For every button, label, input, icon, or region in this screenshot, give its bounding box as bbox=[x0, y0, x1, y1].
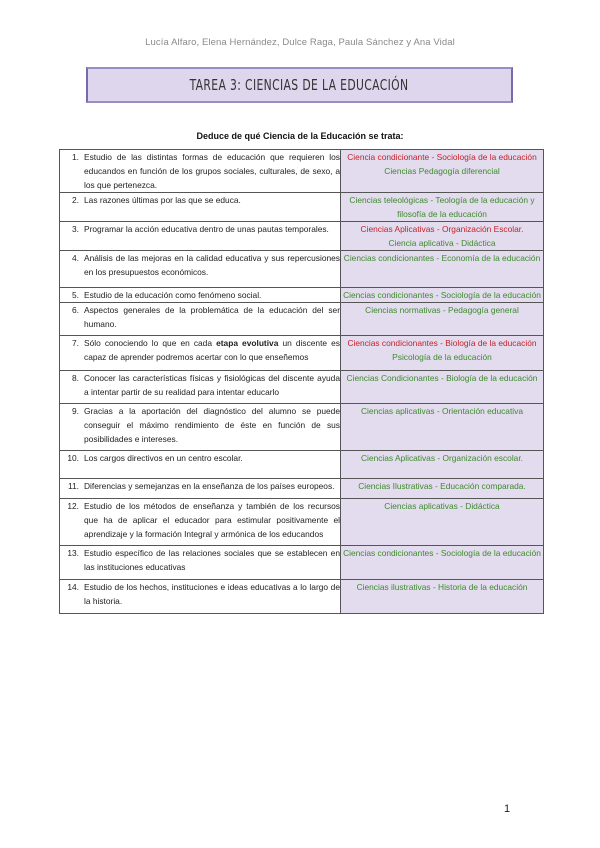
question-number: 12. bbox=[67, 501, 79, 511]
question-cell bbox=[60, 499, 341, 546]
table-row bbox=[60, 546, 544, 580]
table-row bbox=[60, 251, 544, 288]
question-cell bbox=[60, 546, 341, 580]
question-text: Los cargos directivos en un centro escolar. bbox=[84, 453, 243, 463]
authors-header: Lucía Alfaro, Elena Hernández, Dulce Raga, Paula Sánchez y Ana Vidal bbox=[145, 37, 455, 48]
table-row bbox=[60, 193, 544, 222]
question-cell bbox=[60, 371, 341, 404]
question-number: 11. bbox=[67, 481, 79, 491]
question-cell bbox=[60, 303, 341, 336]
question-cell bbox=[60, 451, 341, 479]
answer-text: Ciencias condicionantes - Sociología de la educación bbox=[343, 290, 541, 300]
question-number: 14. bbox=[67, 582, 79, 592]
table-row bbox=[60, 336, 544, 371]
answer-cell bbox=[341, 150, 544, 193]
question-number: 4. bbox=[72, 253, 79, 263]
question-text: Aspectos generales de la problemática de la educación del ser humano. bbox=[84, 305, 340, 329]
answer-cell bbox=[341, 404, 544, 451]
answer-text: Psicología de la educación bbox=[392, 352, 492, 362]
answer-text: Ciencias normativas - Pedagogía general bbox=[365, 305, 519, 315]
question-cell bbox=[60, 479, 341, 499]
answer-cell bbox=[341, 193, 544, 222]
answer-cell bbox=[341, 499, 544, 546]
question-text: Conocer las características físicas y fisiológicas del discente ayuda a intentar partir de su realidad para intentar educarlo bbox=[84, 373, 340, 397]
answer-cell bbox=[341, 451, 544, 479]
question-cell bbox=[60, 222, 341, 251]
table-row bbox=[60, 479, 544, 499]
question-text: Estudio de los hechos, instituciones e ideas educativas a lo largo de la historia. bbox=[84, 582, 340, 606]
answer-text: Ciencias Aplicativas - Organización escolar. bbox=[361, 453, 523, 463]
table-row bbox=[60, 451, 544, 479]
question-text: Las razones últimas por las que se educa. bbox=[84, 195, 241, 205]
question-cell bbox=[60, 251, 341, 288]
questions-table bbox=[59, 149, 544, 614]
answer-cell bbox=[341, 546, 544, 580]
answer-text: Ciencias teleológicas - Teología de la educación y filosofía de la educación bbox=[349, 195, 535, 219]
question-number: 9. bbox=[72, 406, 79, 416]
question-number: 7. bbox=[72, 338, 79, 348]
question-cell bbox=[60, 404, 341, 451]
question-text: Estudio específico de las relaciones sociales que se establecen en las instituciones educativas bbox=[84, 548, 340, 572]
answer-text: Ciencia aplicativa - Didáctica bbox=[388, 238, 496, 248]
title-banner bbox=[86, 67, 513, 103]
answer-text-red: Ciencias condicionantes - Biología de la educación bbox=[347, 338, 537, 348]
question-number: 10. bbox=[67, 453, 79, 463]
question-cell bbox=[60, 336, 341, 371]
question-cell bbox=[60, 580, 341, 614]
question-number: 6. bbox=[72, 305, 79, 315]
answer-cell bbox=[341, 371, 544, 404]
question-cell bbox=[60, 193, 341, 222]
answer-cell bbox=[341, 580, 544, 614]
question-number: 2. bbox=[72, 195, 79, 205]
table-row bbox=[60, 404, 544, 451]
page-number: 1 bbox=[504, 803, 511, 815]
answer-cell bbox=[341, 222, 544, 251]
answer-text: Ciencias condicionantes - Economía de la educación bbox=[343, 253, 541, 263]
answer-text: Ciencias condicionantes - Sociología de la educación bbox=[343, 548, 541, 558]
answer-text-red: Ciencias Aplicativas - Organización Escolar. bbox=[360, 224, 524, 234]
table-row bbox=[60, 150, 544, 193]
page-title: TAREA 3: CIENCIAS DE LA EDUCACIÓN bbox=[190, 76, 409, 94]
answer-cell bbox=[341, 336, 544, 371]
question-number: 3. bbox=[72, 224, 79, 234]
question-text: Análisis de las mejoras en la calidad educativa y sus repercusiones en los presupuestos económicos. bbox=[84, 253, 340, 277]
question-text: Estudio de las distintas formas de educación que requieren los educandos en función de los grupos sociales, culturales, de sexo, a los que pertenezca. bbox=[84, 152, 340, 190]
table-row bbox=[60, 288, 544, 303]
answer-text: Ciencias ilustrativas - Historia de la educación bbox=[356, 582, 528, 592]
answer-text: Ciencias aplicativas - Orientación educativa bbox=[361, 406, 523, 416]
question-text-part: un discente es capaz de aprender podremos acertar con lo que enseñemos bbox=[84, 338, 340, 362]
answer-text: Ciencias Ilustrativas - Educación comparada. bbox=[358, 481, 526, 491]
question-cell bbox=[60, 288, 341, 303]
question-text: Estudio de la educación como fenómeno social. bbox=[84, 290, 262, 300]
answer-cell bbox=[341, 479, 544, 499]
table-row bbox=[60, 222, 544, 251]
table-row bbox=[60, 371, 544, 404]
question-text bbox=[84, 336, 340, 364]
instructions: Deduce de qué Ciencia de la Educación se trata: bbox=[196, 131, 404, 141]
question-cell bbox=[60, 150, 341, 193]
question-number: 8. bbox=[72, 373, 79, 383]
table-row bbox=[60, 499, 544, 546]
answer-text-red: Ciencia condicionante - Sociología de la educación bbox=[347, 152, 537, 162]
question-number: 1. bbox=[72, 152, 79, 162]
question-text: Diferencias y semejanzas en la enseñanza de los países europeos. bbox=[84, 481, 335, 491]
question-text-bold: etapa evolutiva bbox=[216, 338, 279, 348]
answer-text: Ciencias Condicionantes - Biología de la educación bbox=[346, 373, 538, 383]
answer-cell bbox=[341, 251, 544, 288]
question-text-part: Sólo conociendo lo que en cada bbox=[84, 338, 217, 348]
answer-text: Ciencias Pedagogía diferencial bbox=[384, 166, 500, 176]
question-text: Estudio de los métodos de enseñanza y también de los recursos que ha de aplicar el educador para estimular positivamente el aprendizaje y la formación Integral y armónica de los educandos bbox=[84, 501, 340, 539]
question-number: 13. bbox=[67, 548, 79, 558]
answer-cell bbox=[341, 288, 544, 303]
answer-cell bbox=[341, 303, 544, 336]
table-row bbox=[60, 580, 544, 614]
question-text: Gracias a la aportación del diagnóstico del alumno se puede conseguir el máximo rendimiento de éste en función de sus posibilidades e intereses. bbox=[84, 406, 340, 444]
question-text: Programar la acción educativa dentro de unas pautas temporales. bbox=[84, 224, 329, 234]
table-row bbox=[60, 303, 544, 336]
answer-text: Ciencias aplicativas - Didáctica bbox=[384, 501, 500, 511]
question-number: 5. bbox=[72, 290, 79, 300]
